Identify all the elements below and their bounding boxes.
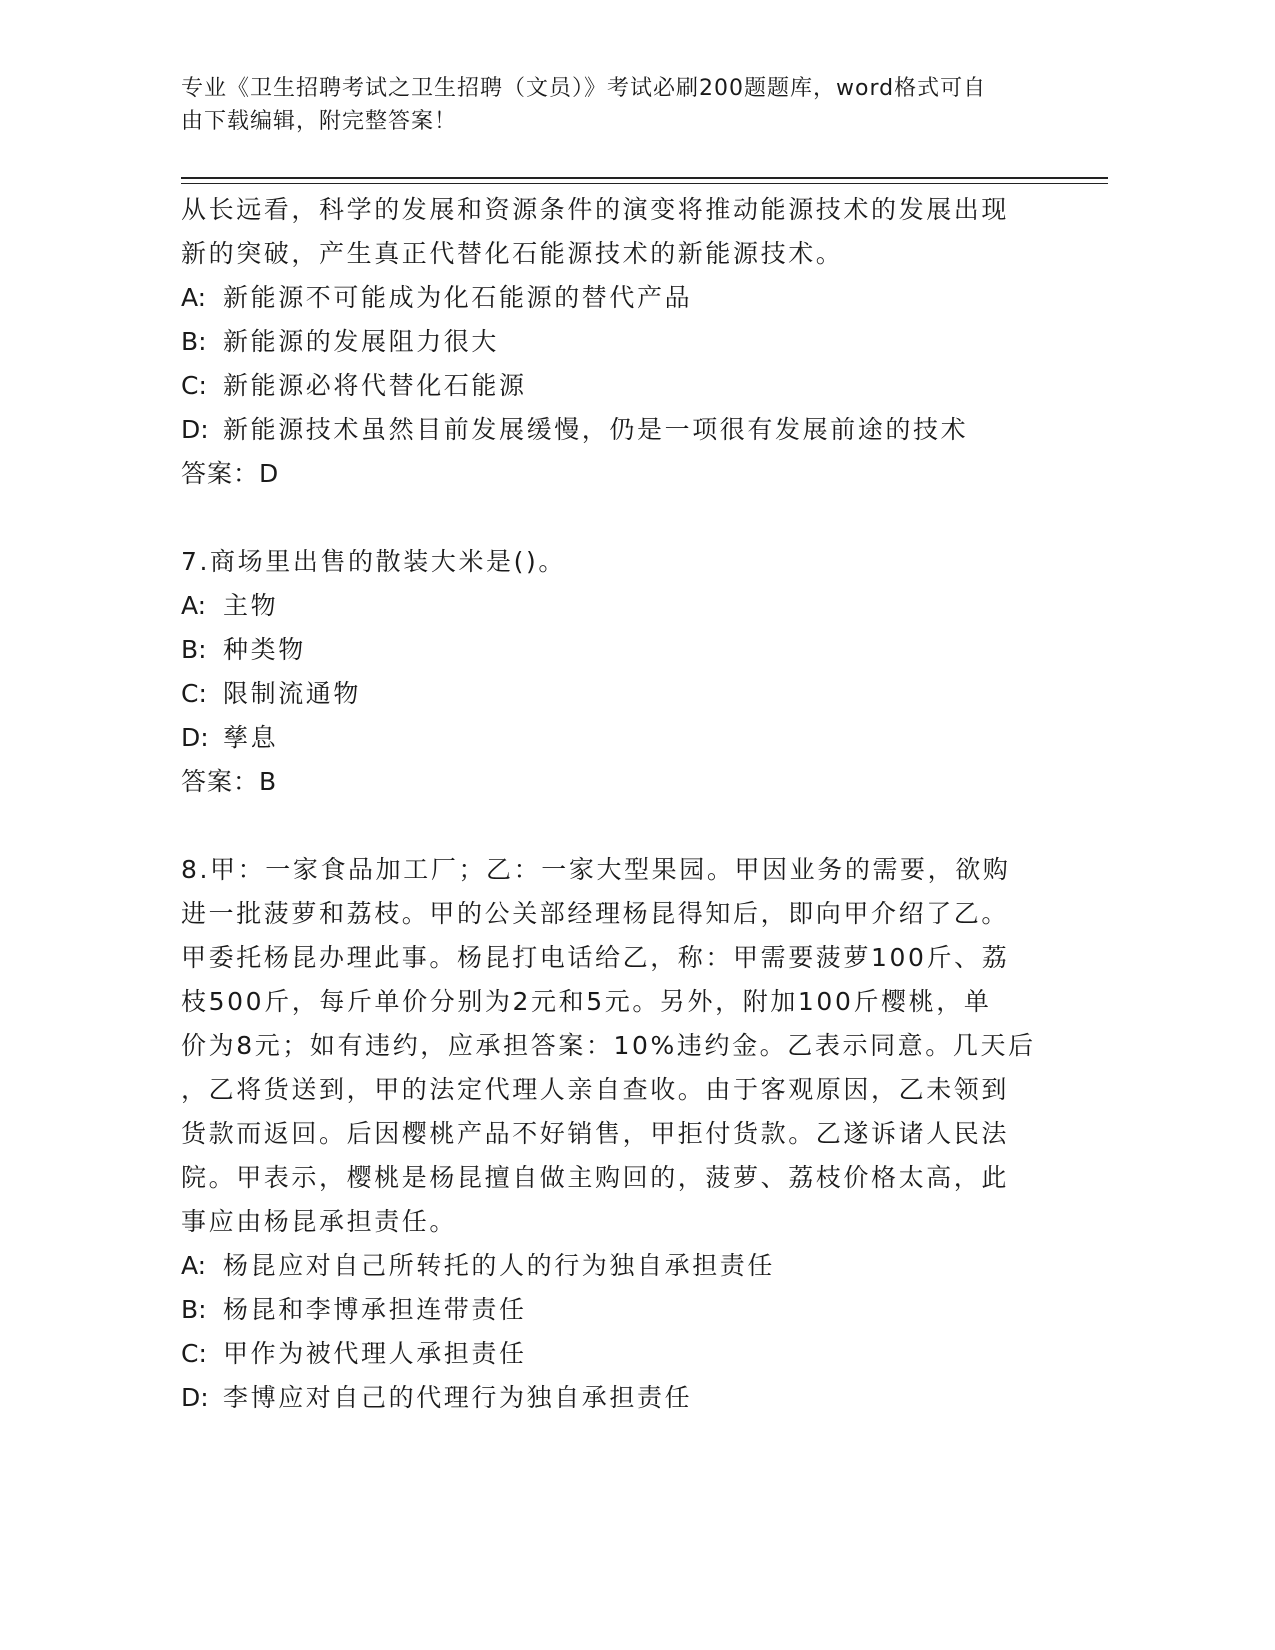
option-text: 限制流通物 <box>223 679 362 708</box>
option-key: B: <box>181 635 207 664</box>
question-8-stem-line: 枝500斤，每斤单价分别为2元和5元。另外，附加100斤樱桃，单 <box>181 987 992 1016</box>
option-text: 孳息 <box>223 723 279 752</box>
question-8-stem-line: 8.甲：一家食品加工厂；乙：一家大型果园。甲因业务的需要，欲购 <box>181 855 1011 884</box>
spacer <box>181 496 1061 540</box>
option-key: A: <box>181 283 207 312</box>
option-text: 杨昆应对自己所转托的人的行为独自承担责任 <box>223 1251 776 1280</box>
document-header <box>181 72 1061 138</box>
question-7-option-d <box>181 716 1061 760</box>
option-key: D: <box>181 723 209 752</box>
option-text: 新能源技术虽然目前发展缓慢，仍是一项很有发展前途的技术 <box>223 415 969 444</box>
question-8-option-b <box>181 1288 1061 1332</box>
option-key: C: <box>181 1339 207 1368</box>
question-7-option-b <box>181 628 1061 672</box>
option-text: 主物 <box>223 591 279 620</box>
question-8-stem-line: 院。甲表示，樱桃是杨昆擅自做主购回的，菠萝、荔枝价格太高，此 <box>181 1163 1010 1192</box>
option-text: 李博应对自己的代理行为独自承担责任 <box>223 1383 693 1412</box>
question-6-stem-line1: 从长远看，科学的发展和资源条件的演变将推动能源技术的发展出现 <box>181 195 1010 224</box>
option-text: 新能源不可能成为化石能源的替代产品 <box>223 283 693 312</box>
question-6-option-c <box>181 364 1061 408</box>
question-8-option-c <box>181 1332 1061 1376</box>
option-text: 新能源必将代替化石能源 <box>223 371 527 400</box>
option-text: 杨昆和李博承担连带责任 <box>223 1295 527 1324</box>
question-7-option-c <box>181 672 1061 716</box>
question-7 <box>181 540 1061 804</box>
question-8-option-d <box>181 1376 1061 1420</box>
question-6 <box>181 188 1061 496</box>
header-title-line1: 专业《卫生招聘考试之卫生招聘（文员）》考试必刷200题题库，word格式可自 <box>181 76 987 101</box>
header-divider-thick <box>181 177 1108 179</box>
question-6-option-d <box>181 408 1061 452</box>
option-key: A: <box>181 1251 207 1280</box>
spacer <box>181 804 1061 848</box>
header-title-line2: 由下载编辑，附完整答案！ <box>181 109 458 134</box>
question-8 <box>181 848 1061 1420</box>
document-content <box>181 188 1061 1420</box>
option-text: 新能源的发展阻力很大 <box>223 327 500 356</box>
option-key: C: <box>181 371 207 400</box>
question-8-stem-line: 价为8元；如有违约，应承担答案：10%违约金。乙表示同意。几天后 <box>181 1031 1036 1060</box>
question-8-stem-line: 事应由杨昆承担责任。 <box>181 1207 458 1236</box>
question-7-stem: 7.商场里出售的散装大米是()。 <box>181 547 566 576</box>
header-divider-thin <box>181 183 1108 184</box>
question-8-stem-line: 货款而返回。后因樱桃产品不好销售，甲拒付货款。乙遂诉诸人民法 <box>181 1119 1010 1148</box>
option-key: C: <box>181 679 207 708</box>
option-key: D: <box>181 415 209 444</box>
question-6-answer: 答案：D <box>181 459 280 488</box>
option-key: A: <box>181 591 207 620</box>
option-key: B: <box>181 1295 207 1324</box>
question-6-option-a <box>181 276 1061 320</box>
option-key: D: <box>181 1383 209 1412</box>
question-6-stem-line2: 新的突破，产生真正代替化石能源技术的新能源技术。 <box>181 239 844 268</box>
option-text: 甲作为被代理人承担责任 <box>223 1339 527 1368</box>
question-8-stem-line: 进一批菠萝和荔枝。甲的公关部经理杨昆得知后，即向甲介绍了乙。 <box>181 899 1010 928</box>
question-8-option-a <box>181 1244 1061 1288</box>
question-6-option-b <box>181 320 1061 364</box>
option-text: 种类物 <box>223 635 306 664</box>
question-7-answer: 答案：B <box>181 767 278 796</box>
option-key: B: <box>181 327 207 356</box>
question-8-stem-line: 甲委托杨昆办理此事。杨昆打电话给乙，称：甲需要菠萝100斤、荔 <box>181 943 1010 972</box>
question-7-option-a <box>181 584 1061 628</box>
question-8-stem-line: ，乙将货送到，甲的法定代理人亲自查收。由于客观原因，乙未领到 <box>181 1075 1010 1104</box>
